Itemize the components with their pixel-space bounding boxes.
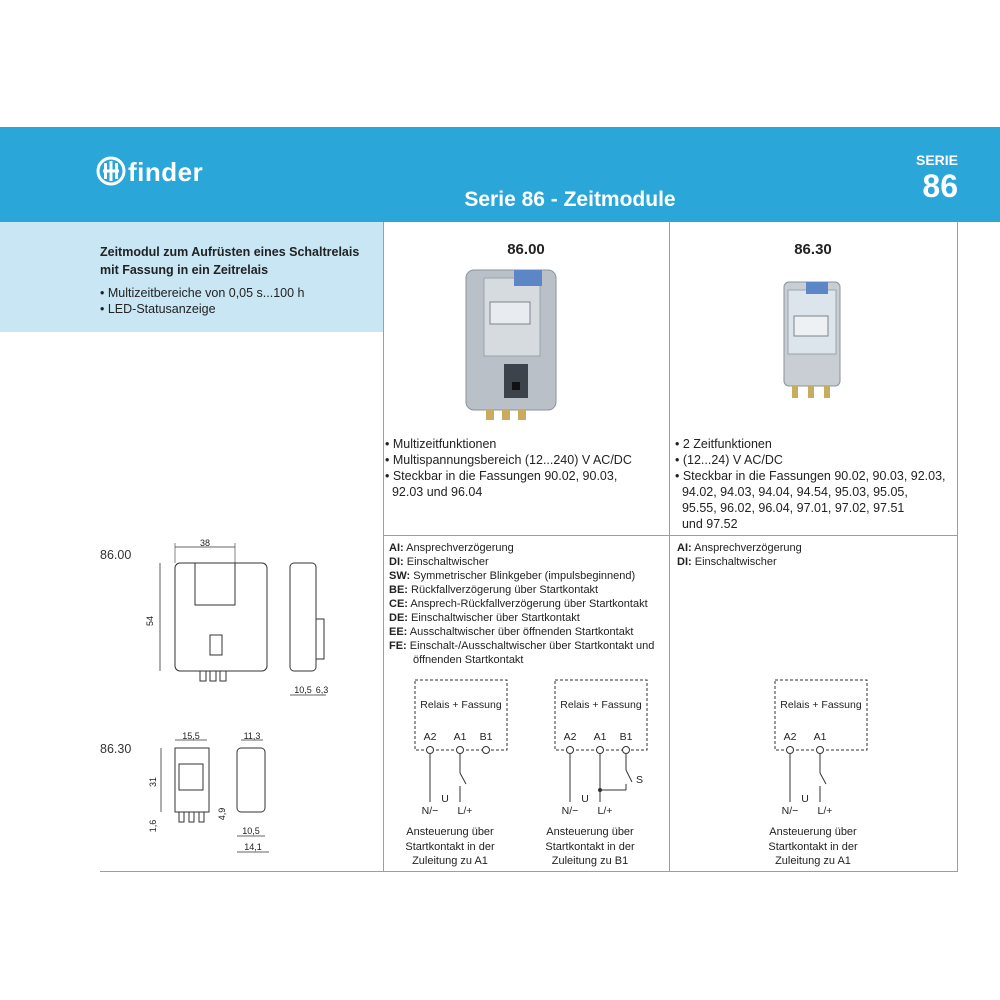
dim-height: 31 [148,776,158,788]
wiring-caption: Ansteuerung über Startkontakt in der Zuleitung zu A1 [405,826,495,867]
dimension-drawing-86-30 [145,730,275,860]
l-label: L/+ [457,805,473,817]
function-row: EE: Ausschaltwischer über öffnenden Startkontakt [389,626,634,638]
pin-label: A2 [423,731,437,743]
u-label: U [581,793,589,805]
box-label: Relais + Fassung [560,699,642,711]
box-label: Relais + Fassung [420,699,502,711]
l-label: L/+ [597,805,613,817]
product-photo-86-30 [778,276,848,406]
column-divider [383,222,384,872]
bottom-rule [100,871,957,872]
function-row: BE: Rückfallverzögerung über Startkontakt [389,584,599,596]
function-row: CE: Ansprech-Rückfallverzögerung über Startkontakt [389,598,648,610]
l-label: L/+ [817,805,833,817]
u-label: U [441,793,449,805]
function-row: öffnenden Startkontakt [413,654,524,666]
product-photo-86-00 [460,266,560,426]
function-row: AI: Ansprechverzögerung [389,542,514,554]
n-label: N/− [781,805,799,817]
wiring-caption: Ansteuerung über Startkontakt in der Zuleitung zu B1 [545,826,635,867]
dim-height: 54 [145,615,155,627]
pin-label: A1 [593,731,607,743]
product-code: 86.30 [794,241,832,258]
feature-item: • Steckbar in die Fassungen 90.02, 90.03, 92.03, [675,469,946,483]
pin-label: A2 [563,731,577,743]
feature-item: 92.03 und 96.04 [385,485,483,499]
feature-item: 95.55, 96.02, 96.04, 97.01, 97.02, 97.51 [675,501,905,515]
serie-label: SERIE [915,152,958,168]
page-title: Serie 86 - Zeitmodule [464,188,676,211]
intro-title: Zeitmodul zum Aufrüsten eines Schaltrelais mit Fassung in ein Zeitrelais [100,245,360,277]
dimension-label: 86.30 [100,742,132,756]
row-divider [383,535,957,536]
dim-width2: 11,3 [243,731,261,741]
feature-item: • 2 Zeitfunktionen [675,437,772,451]
intro-bullet: • LED-Statusanzeige [100,302,216,316]
pin-label: A2 [783,731,797,743]
function-list [677,541,802,569]
wiring-diagram-1 [410,678,530,818]
dim-depth2: 14,1 [244,842,262,852]
function-row: DI: Einschaltwischer [389,556,489,568]
wiring-diagram-2 [550,678,670,818]
box-label: Relais + Fassung [780,699,862,711]
dim-width: 38 [199,538,211,548]
product-code: 86.00 [507,241,545,258]
pin-label: A1 [453,731,467,743]
feature-list [675,436,946,532]
function-row: AI: Ansprechverzögerung [677,542,802,554]
wiring-diagram-3 [770,678,890,818]
feature-item: und 97.52 [675,517,738,531]
dim-depth: 10,5 [242,826,260,836]
dimension-label: 86.00 [100,548,132,562]
dim-height3: 1,6 [148,819,158,833]
feature-item: • (12...24) V AC/DC [675,453,783,467]
s-label: S [636,774,644,786]
n-label: N/− [561,805,579,817]
dimension-drawing-86-00 [140,535,340,710]
column-divider [957,222,958,872]
dim-depth: 10,5 [294,685,312,695]
function-row: DE: Einschaltwischer über Startkontakt [389,612,580,624]
feature-list [385,436,632,500]
n-label: N/− [421,805,439,817]
pin-label: B1 [479,731,493,743]
dim-width: 15,5 [182,731,200,741]
feature-item: • Multizeitfunktionen [385,437,497,451]
function-row: DI: Einschaltwischer [677,556,777,568]
pin-label: A1 [813,731,827,743]
serie-number: 86 [922,168,958,204]
function-row: SW: Symmetrischer Blinkgeber (impulsbeginnend) [389,570,636,582]
dim-depth2: 6,3 [315,685,329,695]
intro-bullet: • Multizeitbereiche von 0,05 s...100 h [100,286,305,300]
feature-item: • Steckbar in die Fassungen 90.02, 90.03, [385,469,618,483]
dim-height2: 4,9 [217,807,227,821]
function-row: FE: Einschalt-/Ausschaltwischer über Startkontakt und [389,640,655,652]
feature-item: 94.02, 94.03, 94.04, 94.54, 95.03, 95.05, [675,485,908,499]
function-list [389,541,654,667]
wiring-caption: Ansteuerung über Startkontakt in der Zuleitung zu A1 [768,826,858,867]
brand-name: finder [128,157,204,187]
feature-item: • Multispannungsbereich (12...240) V AC/DC [385,453,632,467]
pin-label: B1 [619,731,633,743]
u-label: U [801,793,809,805]
